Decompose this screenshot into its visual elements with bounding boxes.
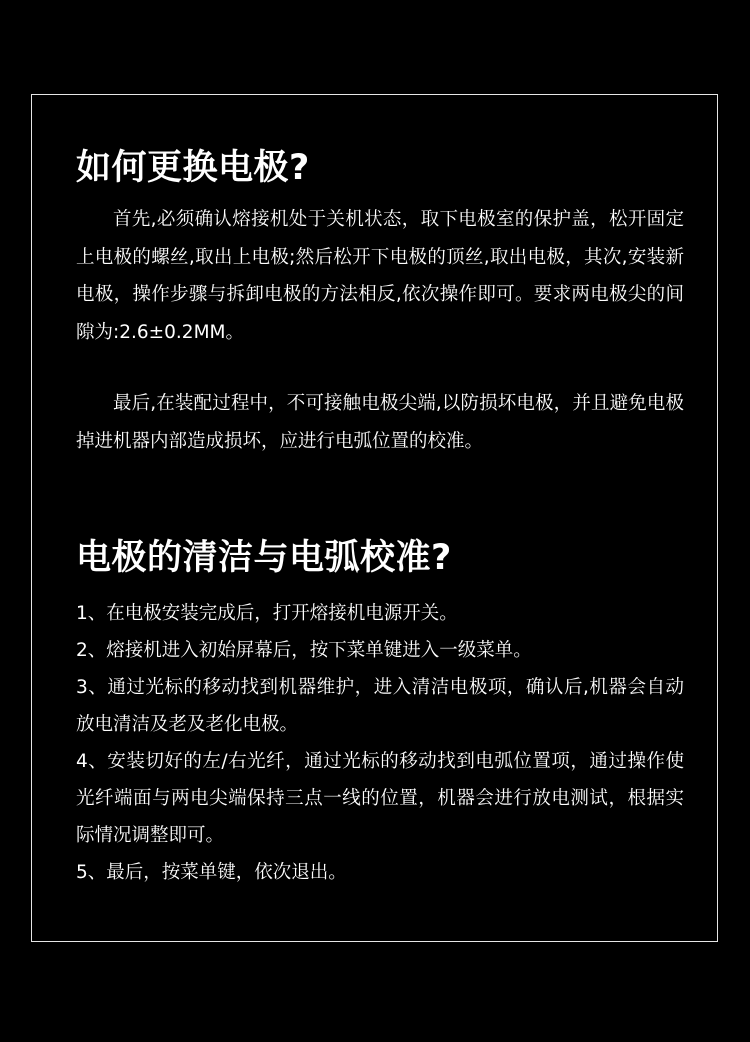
list-item: 3、通过光标的移动找到机器维护，进入清洁电极项，确认后,机器会自动放电清洁及老及老化电极。 (76, 677, 684, 735)
steps-list (76, 595, 684, 891)
section-title-clean-calibrate: 电极的清洁与电弧校准? (76, 538, 452, 578)
list-item: 1、在电极安装完成后，打开熔接机电源开关。 (76, 603, 458, 624)
list-item: 4、安装切好的左/右光纤，通过光标的移动找到电弧位置项，通过操作使光纤端面与两电尖端保持三点一线的位置，机器会进行放电测试，根据实际情况调整即可。 (76, 751, 684, 846)
list-item: 2、熔接机进入初始屏幕后，按下菜单键进入一级菜单。 (76, 640, 532, 661)
paragraph-replace-steps: 首先,必须确认熔接机处于关机状态，取下电极室的保护盖，松开固定上电极的螺丝,取出上电极;然后松开下电极的顶丝,取出电极，其次,安装新电极，操作步骤与拆卸电极的方法相反,依次操作即可。要求两电极尖的间隙为:2.6±0.2MM。 (76, 209, 684, 343)
list-item: 5、最后，按菜单键，依次退出。 (76, 862, 347, 883)
paragraph-replace-caution: 最后,在装配过程中，不可接触电极尖端,以防损坏电极，并且避免电极掉进机器内部造成损坏，应进行电弧位置的校准。 (76, 393, 684, 452)
section-title-replace-electrode: 如何更换电极? (76, 148, 310, 188)
